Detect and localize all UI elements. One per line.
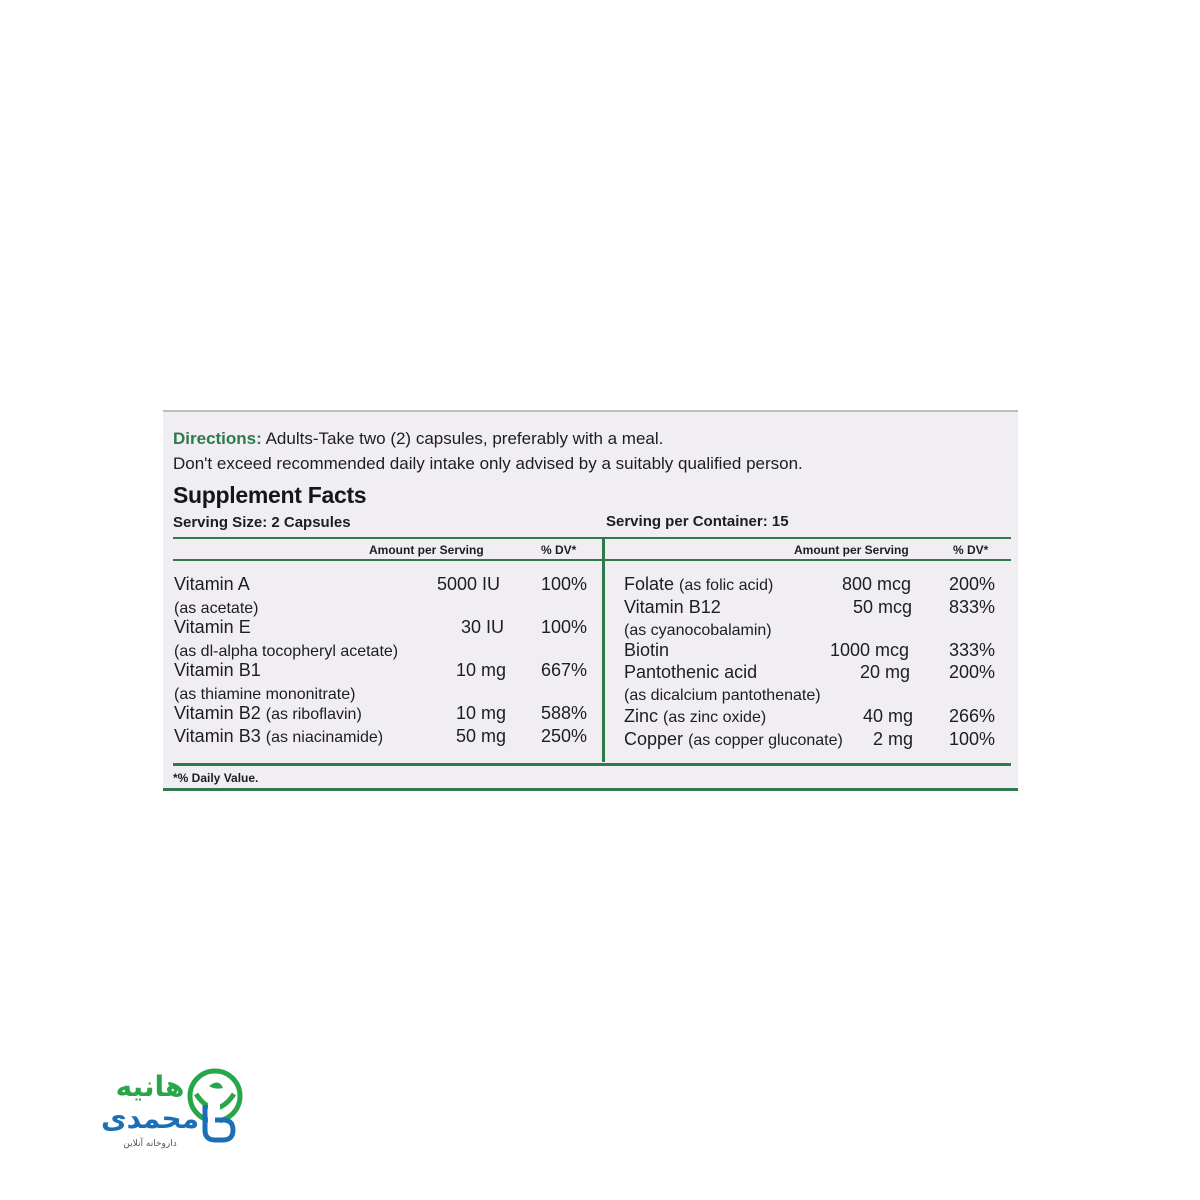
nutrient-source: (as riboflavin) xyxy=(265,706,362,723)
header-rule xyxy=(173,537,1011,539)
nutrient-amount: 10 mg xyxy=(456,703,507,723)
nutrient-name: Biotin xyxy=(624,640,670,660)
nutrient-name: Vitamin B2 (as riboflavin) xyxy=(174,703,362,723)
nutrient-amount: 5000 IU xyxy=(437,574,501,594)
logo-name-line-1: هانیه xyxy=(115,1070,185,1103)
footer-rule xyxy=(173,763,1011,766)
right-amount-header: Amount per Serving xyxy=(794,543,909,557)
logo-name-line-2: محمدی xyxy=(100,1102,200,1135)
nutrient-dv: 588% xyxy=(541,703,588,723)
nutrient-amount: 10 mg xyxy=(456,660,507,680)
serving-size: Serving Size: 2 Capsules xyxy=(173,514,351,531)
nutrient-dv: 266% xyxy=(949,706,996,726)
nutrient-source: (as cyanocobalamin) xyxy=(624,622,772,639)
supplement-label xyxy=(163,410,1018,791)
nutrient-amount: 50 mg xyxy=(456,726,507,746)
daily-value-footnote: *% Daily Value. xyxy=(173,771,259,785)
supplement-facts-title: Supplement Facts xyxy=(173,482,367,508)
nutrient-dv: 200% xyxy=(949,574,996,594)
servings-per-container: Serving per Container: 15 xyxy=(606,513,789,530)
nutrient-source: (as folic acid) xyxy=(679,577,774,594)
nutrient-dv: 250% xyxy=(541,726,588,746)
right-dv-header: % DV* xyxy=(953,543,989,557)
nutrient-dv: 667% xyxy=(541,660,588,680)
nutrient-amount: 20 mg xyxy=(860,662,911,682)
nutrient-name: Vitamin E xyxy=(174,617,251,637)
nutrient-amount: 50 mcg xyxy=(853,597,913,617)
nutrient-name: Vitamin B3 (as niacinamide) xyxy=(174,726,384,746)
logo-tagline: داروخانه آنلاین xyxy=(123,1139,177,1149)
nutrient-dv: 200% xyxy=(949,662,996,682)
nutrient-dv: 100% xyxy=(541,617,588,637)
nutrient-amount: 1000 mcg xyxy=(830,640,910,660)
nutrient-dv: 100% xyxy=(541,574,588,594)
column-divider xyxy=(602,537,605,762)
nutrient-dv: 833% xyxy=(949,597,996,617)
nutrient-source: (as dl-alpha tocopheryl acetate) xyxy=(174,643,399,660)
nutrient-source: (as acetate) xyxy=(174,600,259,617)
nutrient-name: Vitamin B12 xyxy=(624,597,721,617)
nutrient-source: (as niacinamide) xyxy=(265,729,384,746)
nutrient-dv: 333% xyxy=(949,640,996,660)
nutrient-source: (as dicalcium pantothenate) xyxy=(624,687,821,704)
column-header-rule xyxy=(173,559,1011,561)
nutrient-source: (as zinc oxide) xyxy=(663,709,767,726)
left-amount-header: Amount per Serving xyxy=(369,543,484,557)
directions-heading: Directions: xyxy=(173,429,262,448)
nutrient-dv: 100% xyxy=(949,729,996,749)
directions-line-1 xyxy=(173,429,663,449)
left-dv-header: % DV* xyxy=(541,543,577,557)
label-bottom-border xyxy=(163,788,1018,791)
directions-line-2: Don't exceed recommended daily intake only advised by a suitably qualified person. xyxy=(173,454,803,473)
nutrient-name: Zinc (as zinc oxide) xyxy=(624,706,767,726)
nutrient-name: Vitamin A xyxy=(174,574,250,594)
nutrient-name: Vitamin B1 xyxy=(174,660,261,680)
nutrient-amount: 40 mg xyxy=(863,706,914,726)
nutrient-source: (as copper gluconate) xyxy=(688,732,843,749)
pharmacy-logo xyxy=(55,1060,255,1150)
directions-text: Adults-Take two (2) capsules, preferably with a meal. xyxy=(265,429,664,448)
nutrient-name: Folate (as folic acid) xyxy=(624,574,774,594)
nutrient-amount: 30 IU xyxy=(461,617,505,637)
nutrient-name: Copper (as copper gluconate) xyxy=(624,729,843,749)
nutrient-source: (as thiamine mononitrate) xyxy=(174,686,356,703)
nutrient-amount: 800 mcg xyxy=(842,574,912,594)
nutrient-name: Pantothenic acid xyxy=(624,662,758,682)
nutrient-amount: 2 mg xyxy=(873,729,914,749)
